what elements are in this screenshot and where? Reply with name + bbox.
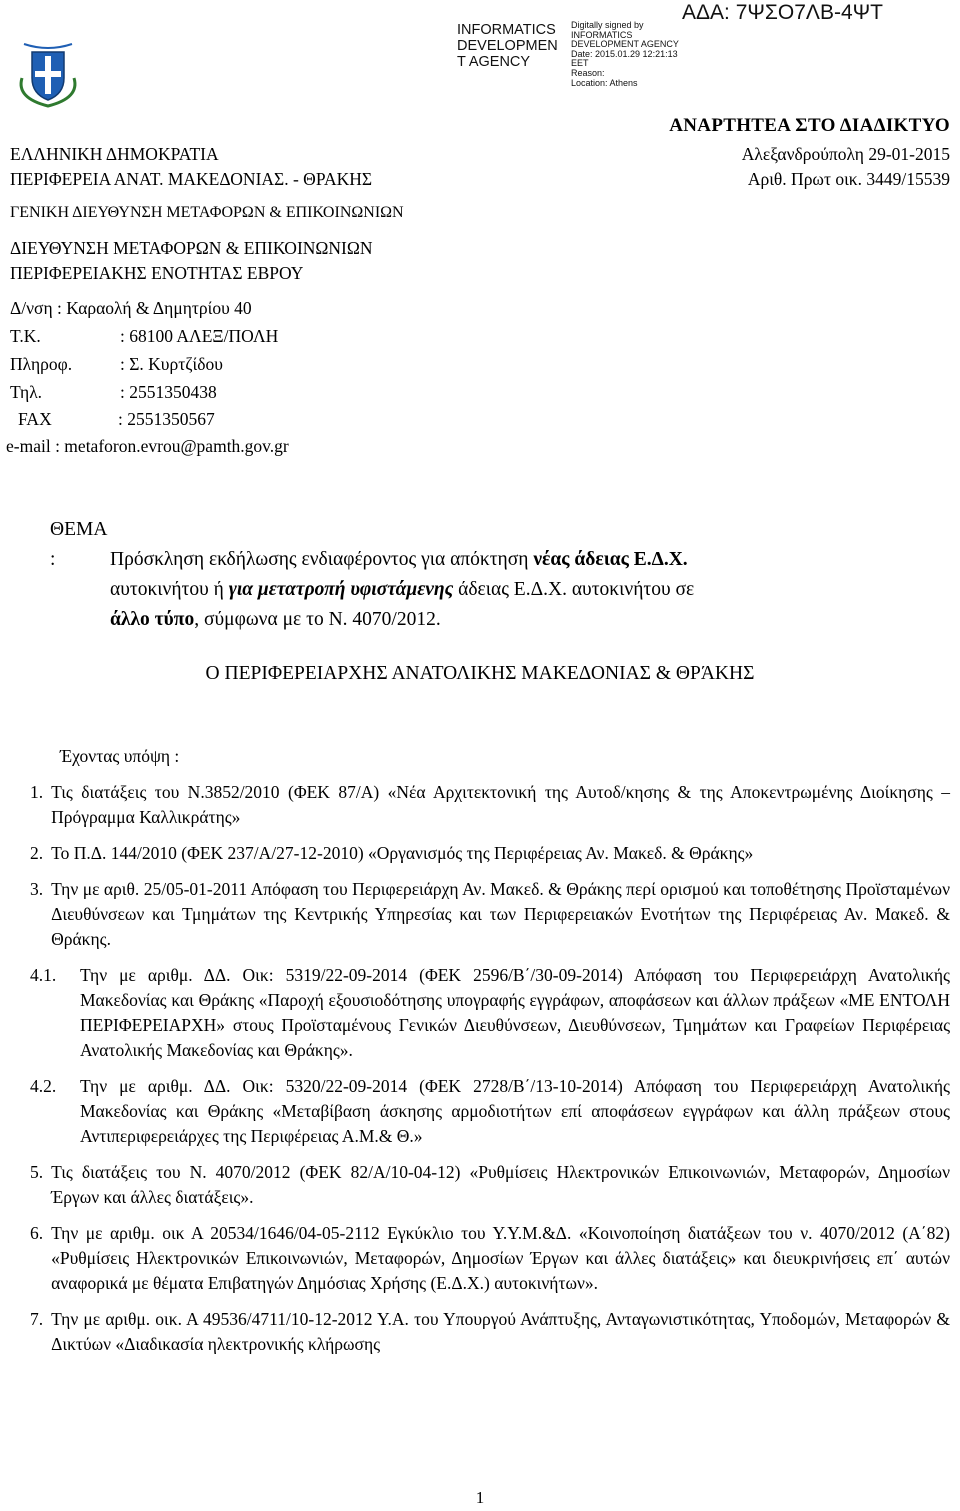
subject-emphasis: για μετατροπή υφιστάμενης: [228, 579, 454, 600]
list-item: [30, 1074, 950, 1149]
list-item: [30, 1160, 950, 1210]
place-date: Αλεξανδρούπολη 29-01-2015: [741, 144, 950, 164]
list-item-text: Την με αριθμ. ΔΔ. Οικ: 5319/22-09-2014 (ΦΕΚ 2596/Β΄/30-09-2014) Απόφαση του Περιφερειάρχη Ανατολικής Μακεδονίας και Θράκης «Παροχή εξουσιοδότησης υπογραφής εγγράφων, αποφάσεων και άλλων πράξεων «ΜΕ ΕΝΤΟΛΗ ΠΕΡΙΦΕΡΕΙΑΡΧΗ» στους Προϊσταμένους Γενικών Διευθύνσεων, Διευθύνσεων, Τμημάτων και Γραφείων Περιφέρειας Ανατολικής Μακεδονίας και Θράκης».: [80, 965, 950, 1060]
signature-line: Location: Athens: [571, 77, 638, 88]
list-item-number: 3.: [30, 879, 44, 899]
list-item: [30, 841, 950, 866]
subject-text: αυτοκινήτου ή: [110, 579, 229, 600]
signature-details: [571, 21, 679, 88]
contact-fax-value: : 2551350567: [118, 409, 215, 429]
protocol-number: Αριθ. Πρωτ οικ. 3449/15539: [747, 169, 950, 189]
signature-line: Reason:: [571, 67, 605, 78]
subject-emphasis: άλλο τύπο: [110, 609, 195, 630]
subject-line: [50, 515, 955, 575]
page-number: 1: [475, 1488, 485, 1507]
subject-text: , σύμφωνα με το Ν. 4070/2012.: [194, 609, 441, 630]
list-item-text: Την με αριθμ. οικ Α 20534/1646/04-05-2112 Εγκύκλιο του Υ.Υ.Μ.&Δ. «Κοινοποίηση διατάξεων του ν. 4070/2012 (Α΄82) «Ρυθμίσεις Ηλεκτρονικών Επικοινωνιών, Μεταφορών, Δημοσίων Έργων και άλλες διατάξεις» και διευκρινήσεις επ΄ αυτών αναφορικά με θέματα Επιβατηγών Δημόσιας Χρήσης (Ε.Δ.Χ.) αυτοκινήτων».: [51, 1223, 950, 1293]
subject-line: [50, 575, 955, 605]
contact-info-value: : Σ. Κυρτζίδου: [120, 354, 223, 374]
list-item: [30, 963, 950, 1063]
subject-label: ΘΕΜΑ :: [50, 519, 107, 570]
list-item-text: Τις διατάξεις του Ν.3852/2010 (ΦΕΚ 87/Α) «Νέα Αρχιτεκτονική της Αυτοδ/κησης & της Αποκεντρωμένης Διοίκησης – Πρόγραμμα Καλλικράτης»: [51, 782, 950, 827]
subject-text: άδειας Ε.Δ.Χ. αυτοκινήτου σε: [453, 579, 695, 600]
sender-unit: ΠΕΡΙΦΕΡΕΙΑΚΗΣ ΕΝΟΤΗΤΑΣ ΕΒΡΟΥ: [10, 263, 304, 283]
contact-postal-label: Τ.Κ.: [10, 326, 41, 346]
contact-info-label: Πληροφ.: [10, 354, 73, 374]
list-item: [30, 780, 950, 830]
sender-directorate: ΔΙΕΥΘΥΝΣΗ ΜΕΤΑΦΟΡΩΝ & ΕΠΙΚΟΙΝΩΝΙΩΝ: [10, 238, 373, 258]
ada-code: ΑΔΑ: 7ΨΣΟ7ΛΒ-4ΨΤ: [682, 1, 884, 24]
contact-postal-value: : 68100 ΑΛΕΞ/ΠΟΛΗ: [120, 326, 279, 346]
list-item-text: Την με αριθμ. οικ. Α 49536/4711/10-12-2012 Υ.Α. του Υπουργού Ανάπτυξης, Ανταγωνιστικότητας, Υποδομών, Μεταφορών & Δικτύων «Διαδικασία ηλεκτρονικής κλήρωσης: [51, 1309, 950, 1354]
list-item: [30, 1307, 950, 1357]
contact-phone-value: : 2551350438: [120, 382, 217, 402]
posting-notice: ΑΝΑΡΤΗΤΕΑ ΣΤΟ ΔΙΑΔΙΚΤΥΟ: [669, 115, 950, 136]
legal-references-list: [30, 780, 950, 1368]
subject-line: [50, 605, 955, 635]
list-item-text: Την με αριθμ. ΔΔ. Οικ: 5320/22-09-2014 (ΦΕΚ 2728/Β΄/13-10-2014) Απόφαση του Περιφερειάρχη Ανατολικής Μακεδονίας και Θράκης «Μεταβίβαση άσκησης αρμοδιοτήτων επί αποφάσεων εγγράφων και άλλη πράξεων στους Αντιπεριφερειάρχες της Περιφέρειας Α.Μ.& Θ.»: [80, 1076, 950, 1146]
greek-coat-of-arms-icon: [12, 38, 84, 110]
list-item-number: 2.: [30, 843, 44, 863]
considerations-intro: Έχοντας υπόψη :: [60, 746, 180, 766]
contact-address: Δ/νση : Καραολή & Δημητρίου 40: [10, 298, 252, 318]
subject-emphasis: νέας άδειας Ε.Δ.Χ.: [533, 549, 688, 570]
list-item-number: 1.: [30, 782, 44, 802]
signature-line: Date: 2015.01.29 12:21:13: [571, 48, 678, 59]
issuing-authority: Ο ΠΕΡΙΦΕΡΕΙΑΡΧΗΣ ΑΝΑΤΟΛΙΚΗΣ ΜΑΚΕΔΟΝΙΑΣ & ΘΡΆΚΗΣ: [205, 663, 755, 684]
list-item-text: Το Π.Δ. 144/2010 (ΦΕΚ 237/Α/27-12-2010) «Οργανισμός της Περιφέρειας Αν. Μακεδ. & Θράκης»: [51, 843, 754, 863]
signature-line: INFORMATICS: [571, 29, 633, 40]
list-item-number: 4.1.: [30, 965, 57, 985]
contact-email: e-mail : metaforon.evrou@pamth.gov.gr: [6, 436, 289, 456]
signature-line: EET: [571, 58, 589, 69]
list-item-number: 5.: [30, 1162, 44, 1182]
contact-phone-label: Τηλ.: [10, 382, 43, 402]
list-item: [30, 1221, 950, 1296]
sender-country: ΕΛΛΗΝΙΚΗ ΔΗΜΟΚΡΑΤΙΑ: [10, 144, 219, 164]
list-item-text: Τις διατάξεις του Ν. 4070/2012 (ΦΕΚ 82/Α/10-04-12) «Ρυθμίσεις Ηλεκτρονικών Επικοινωνιών, Μεταφορών, Δημοσίων Έργων και άλλες διατάξεις».: [51, 1162, 950, 1207]
contact-fax-label: FAX: [18, 409, 52, 429]
subject: [50, 515, 955, 635]
subject-text: Πρόσκληση εκδήλωσης ενδιαφέροντος για απόκτηση: [110, 549, 534, 570]
list-item-number: 6.: [30, 1223, 44, 1243]
sender-general-directorate: ΓΕΝΙΚΗ ΔΙΕΥΘΥΝΣΗ ΜΕΤΑΦΟΡΩΝ & ΕΠΙΚΟΙΝΩΝΙΩΝ: [10, 204, 404, 221]
sender-region: ΠΕΡΙΦΕΡΕΙΑ ΑΝΑΤ. ΜΑΚΕΔΟΝΙΑΣ. - ΘΡΑΚΗΣ: [10, 169, 373, 189]
list-item: [30, 877, 950, 952]
signature-signer-name: INFORMATICS DEVELOPMEN T AGENCY: [457, 22, 558, 70]
signature-line: DEVELOPMENT AGENCY: [571, 39, 679, 50]
signature-line: Digitally signed by: [571, 20, 644, 30]
list-item-number: 4.2.: [30, 1076, 57, 1096]
list-item-text: Την με αριθ. 25/05-01-2011 Απόφαση του Περιφερειάρχη Αν. Μακεδ. & Θράκης περί ορισμού και τοποθέτησης Προϊσταμένων Διευθύνσεων και Τμημάτων της Κεντρικής Υπηρεσίας και των Περιφερειακών Ενοτήτων της Περιφέρειας Αν. Μακεδ. & Θράκης.: [51, 879, 950, 949]
list-item-number: 7.: [30, 1309, 44, 1329]
